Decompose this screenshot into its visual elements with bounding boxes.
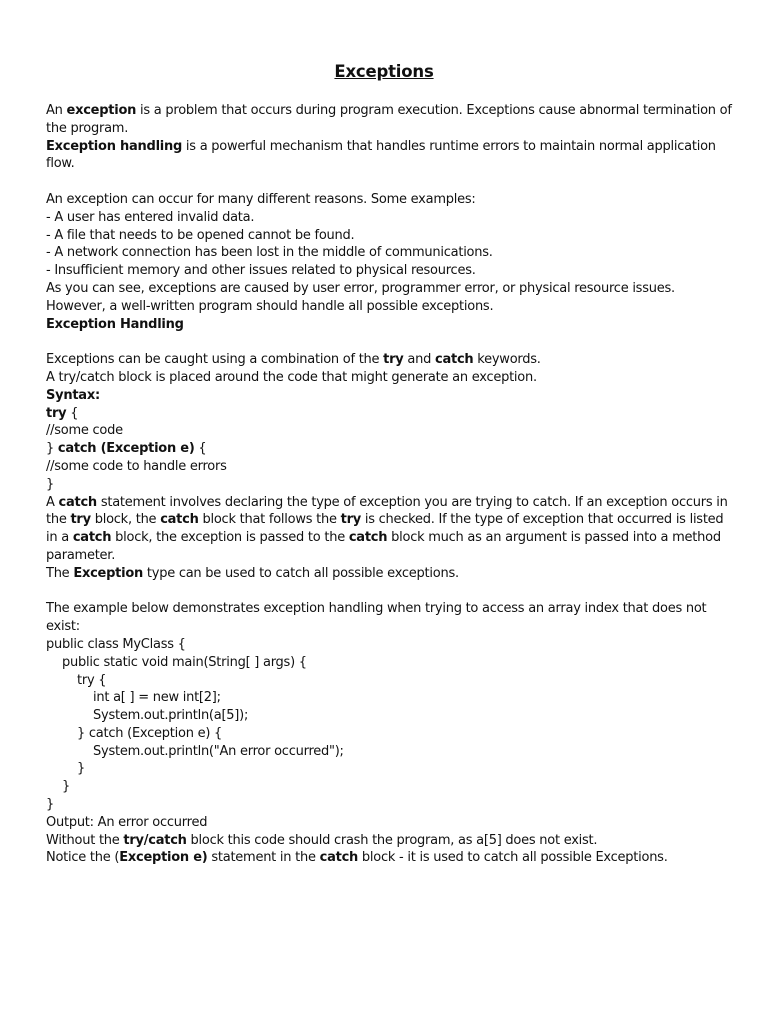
keyword: catch: [348, 530, 388, 546]
intro-line-2: the program.: [46, 120, 129, 136]
catch-para-line: parameter.: [46, 547, 116, 563]
text: in a: [46, 530, 73, 546]
without-line: [46, 832, 726, 850]
catch-para-line: [46, 494, 726, 512]
text: block - it is used to catch all possible Exceptions.: [358, 850, 668, 866]
example-intro-2: exist:: [46, 619, 80, 635]
reasons-conclusion-2: However, a well-written program should handle all possible exceptions.: [46, 298, 494, 314]
output-line: Output: An error occurred: [46, 814, 208, 830]
keyword: try/catch: [123, 832, 187, 848]
code-line: System.out.println(a[5]);: [93, 708, 249, 724]
syntax-line: [46, 440, 726, 458]
text: An: [46, 103, 67, 118]
text: is a powerful mechanism that handles runtime errors to maintain normal application: [182, 138, 716, 154]
blank-line: [46, 333, 726, 351]
text: block, the exception is passed to the: [111, 530, 349, 546]
keyword: catch: [435, 352, 474, 368]
example-intro-1: The example below demonstrates exception handling when trying to access an array index that does not: [46, 601, 707, 617]
intro-line-3: [46, 138, 726, 156]
handling-para-2: A try/catch block is placed around the code that might generate an exception.: [46, 369, 537, 385]
keyword: try: [46, 405, 67, 421]
syntax-line: }: [46, 476, 55, 492]
document-body: [46, 102, 732, 867]
syntax-line: //some code: [46, 423, 123, 439]
code-line: try {: [77, 672, 107, 688]
keyword: catch (Exception e): [57, 441, 195, 457]
text: block, the: [90, 512, 161, 528]
text: is checked. If the type of exception that occurred is listed: [360, 512, 724, 528]
list-item: - A file that needs to be opened cannot be found.: [46, 227, 355, 243]
catch-para-line: [46, 529, 726, 547]
blank-line: [46, 583, 726, 601]
text: {: [66, 405, 79, 421]
text: Exceptions can be caught using a combination of the: [46, 352, 384, 368]
text: block that follows the: [198, 512, 341, 528]
code-line: public static void main(String[ ] args) {: [62, 654, 307, 670]
keyword: try: [383, 352, 404, 368]
text: is a problem that occurs during program execution. Exceptions cause abnormal termination of: [136, 103, 732, 118]
keyword: try: [340, 512, 361, 528]
keyword: exception: [66, 103, 137, 118]
list-item: - A network connection has been lost in the middle of communications.: [46, 245, 493, 261]
text: {: [194, 441, 207, 457]
syntax-line: //some code to handle errors: [46, 458, 227, 474]
page-title: Exceptions: [334, 62, 434, 81]
keyword: Exception: [73, 565, 144, 581]
code-line: }: [46, 797, 55, 813]
text: statement in the: [207, 850, 320, 866]
list-item: - A user has entered invalid data.: [46, 209, 255, 225]
syntax-line: [46, 405, 726, 423]
text: Notice the (: [46, 850, 120, 866]
keyword: catch: [160, 512, 199, 528]
code-line: public class MyClass {: [46, 636, 186, 652]
text: block much as an argument is passed into a method: [387, 530, 721, 546]
text: the: [46, 512, 71, 528]
text: statement involves declaring the type of exception you are trying to catch. If an exception occurs in: [96, 494, 728, 510]
catch-para-line: [46, 565, 726, 583]
handling-para-1: [46, 351, 726, 369]
catch-para-line: [46, 511, 726, 529]
section-heading: [46, 316, 726, 334]
reasons-lead: An exception can occur for many different reasons. Some examples:: [46, 191, 476, 207]
text: Without the: [46, 832, 124, 848]
code-line: int a[ ] = new int[2];: [93, 690, 221, 706]
code-line: }: [77, 761, 86, 777]
code-line: }: [62, 779, 71, 795]
text: and: [403, 352, 436, 368]
intro-line-4: flow.: [46, 156, 75, 172]
keyword: catch: [72, 530, 112, 546]
keyword: catch: [319, 850, 359, 866]
intro-line-1: [46, 102, 732, 120]
keyword: Exception e): [119, 850, 208, 866]
label-text: Syntax:: [46, 387, 100, 403]
keyword: Exception handling: [46, 138, 183, 154]
text: block this code should crash the program, as a[5] does not exist.: [186, 832, 598, 848]
syntax-label: [46, 387, 726, 405]
text: type can be used to catch all possible exceptions.: [143, 565, 459, 581]
reasons-conclusion-1: As you can see, exceptions are caused by user error, programmer error, or physical resource issues.: [46, 280, 675, 296]
heading-text: Exception Handling: [46, 316, 184, 332]
list-item: - Insufficient memory and other issues related to physical resources.: [46, 263, 476, 279]
text: The: [46, 565, 74, 581]
blank-line: [46, 173, 726, 191]
keyword: catch: [58, 494, 97, 510]
keyword: try: [70, 512, 91, 528]
code-line: } catch (Exception e) {: [77, 725, 223, 741]
notice-line: [46, 849, 726, 867]
text: }: [46, 441, 58, 457]
code-line: System.out.println("An error occurred");: [93, 743, 344, 759]
text: A: [46, 494, 59, 510]
text: keywords.: [473, 352, 541, 368]
